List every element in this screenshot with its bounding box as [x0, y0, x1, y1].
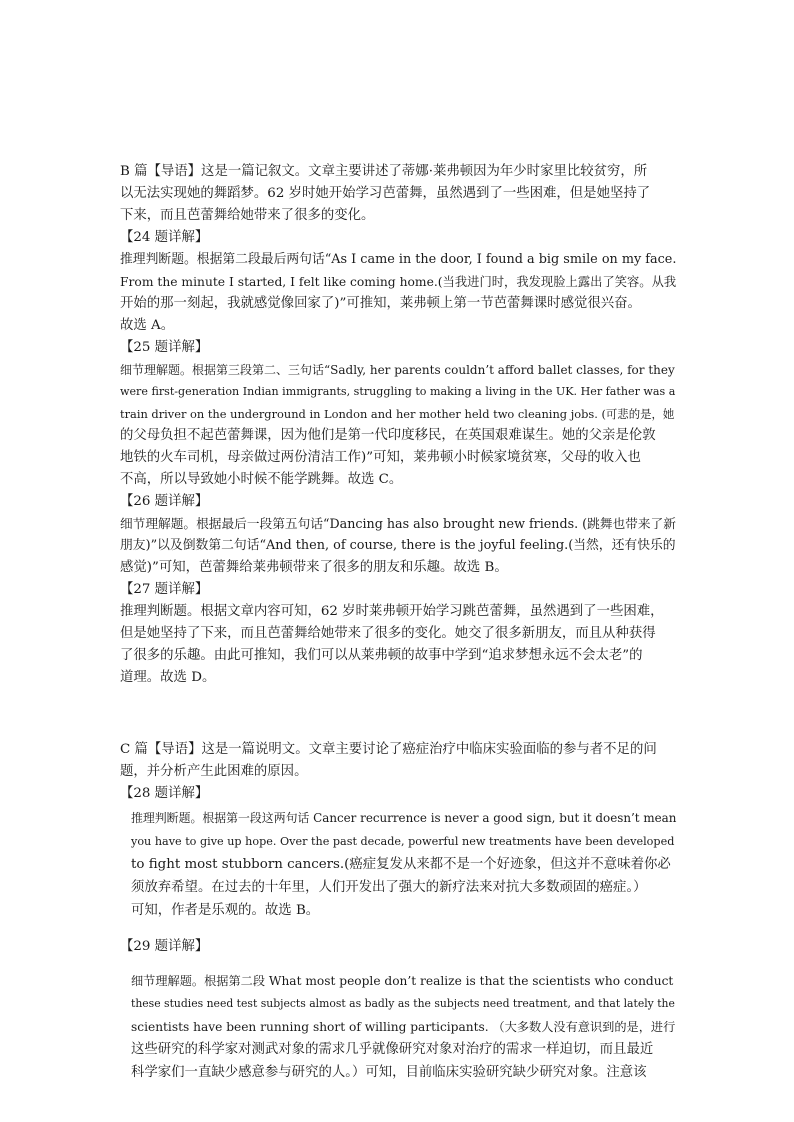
text-line: 道理。故选 D。 — [120, 670, 216, 685]
text-line: 不高，所以导致她小时候不能学跳舞。故选 C。 — [120, 472, 403, 487]
question-heading-26: 【26 题详解】 — [120, 494, 209, 509]
text-line: 推理判断题。根据文章内容可知，62 岁时莱弗顿开始学习跳芭蕾舞，虽然遇到了一些困难， — [120, 604, 664, 619]
text-line: From the minute I started, I felt like coming home.(当我进门时，我发现脸上露出了笑容。从我 — [120, 275, 677, 289]
text-line: C 篇【导语】这是一篇说明文。文章主要讨论了癌症治疗中临床实验面临的参与者不足的问 — [120, 742, 657, 757]
text-line: 但是她坚持了下来，而且芭蕾舞给她带来了很多的变化。她交了很多新朋友，而且从种获得 — [120, 626, 656, 641]
question-heading-29: 【29 题详解】 — [120, 939, 209, 954]
text-line: 细节理解题。根据第二段 What most people don’t realize is that the scientists who conduct — [131, 974, 674, 988]
text-line: 下来，而且芭蕾舞给她带来了很多的变化。 — [120, 208, 375, 223]
text-line: 科学家们一直缺少感意参与研究的人。）可知，目前临床实验研究缺少研究对象。注意该 — [131, 1065, 647, 1080]
text-line: 细节理解题。根据最后一段第五句话“Dancing has also brought new friends. (跳舞也带来了新 — [120, 516, 676, 531]
text-line: 感觉)”可知，芭蕾舞给莱弗顿带来了很多的朋友和乐趣。故选 B。 — [120, 560, 508, 575]
question-heading-25: 【25 题详解】 — [120, 340, 209, 355]
text-line: 以无法实现她的舞蹈梦。62 岁时她开始学习芭蕾舞，虽然遇到了一些困难，但是她坚持了 — [120, 186, 651, 201]
text-line: these studies need test subjects almost as badly as the subjects need treatment, and that lately the — [131, 997, 675, 1010]
text-line: 细节理解题。根据第三段第二、三句话“Sadly, her parents couldn’t afford ballet classes, for they — [120, 363, 675, 377]
text-line: 地铁的火车司机，母亲做过两份清洁工作)”可知，莱弗顿小时候家境贫寒，父母的收入也 — [120, 450, 641, 465]
text-line: scientists have been running short of willing participants. （大多数人没有意识到的是，进行 — [131, 1020, 676, 1034]
text-line: B 篇【导语】这是一篇记叙文。文章主要讲述了蒂娜·莱弗顿因为年少时家里比较贫穷，所 — [120, 164, 648, 179]
text-line: were first-generation Indian immigrants, struggling to making a living in the UK. Her father was a — [120, 385, 676, 398]
text-line: 须放弃希望。在过去的十年里，人们开发出了强大的新疗法来对抗大多数顽固的癌症。） — [131, 880, 647, 895]
question-heading-24: 【24 题详解】 — [120, 230, 209, 245]
text-line: 开始的那一刻起，我就感觉像回家了)”可推知，莱弗顿上第一节芭蕾舞课时感觉很兴奋。 — [120, 296, 641, 311]
text-line: 了很多的乐趣。由此可推知，我们可以从莱弗顿的故事中学到“追求梦想永远不会太老”的 — [120, 648, 643, 663]
text-line: 朋友)”以及倒数第二句话“And then, of course, there is the joyful feeling.(当然，还有快乐的 — [120, 538, 676, 553]
text-line: 推理判断题。根据第一段这两句话 Cancer recurrence is never a good sign, but it doesn’t mean — [131, 811, 677, 825]
text-line: 可知，作者是乐观的。故选 B。 — [131, 903, 320, 918]
text-line: you have to give up hope. Over the past decade, powerful new treatments have been developed — [131, 835, 675, 848]
question-heading-27: 【27 题详解】 — [120, 582, 209, 597]
text-line: 推理判断题。根据第二段最后两句话“As I came in the door, I found a big smile on my face. — [120, 252, 677, 267]
text-line: 题，并分析产生此困难的原因。 — [120, 764, 308, 779]
text-line: to fight most stubborn cancers.(癌症复发从来都不是一个好迹象，但这并不意味着你必 — [131, 857, 671, 872]
text-line: 这些研究的科学家对测武对象的需求几乎就像研究对象对治疗的需求一样迫切，而且最近 — [131, 1042, 654, 1057]
text-line: 故选 A。 — [120, 318, 175, 333]
question-heading-28: 【28 题详解】 — [120, 786, 209, 801]
text-line: train driver on the underground in London and her mother held two cleaning jobs. (可悲的是，她 — [120, 407, 675, 421]
text-line: 的父母负担不起芭蕾舞课，因为他们是第一代印度移民，在英国艰难谋生。她的父亲是伦敦 — [120, 428, 656, 443]
